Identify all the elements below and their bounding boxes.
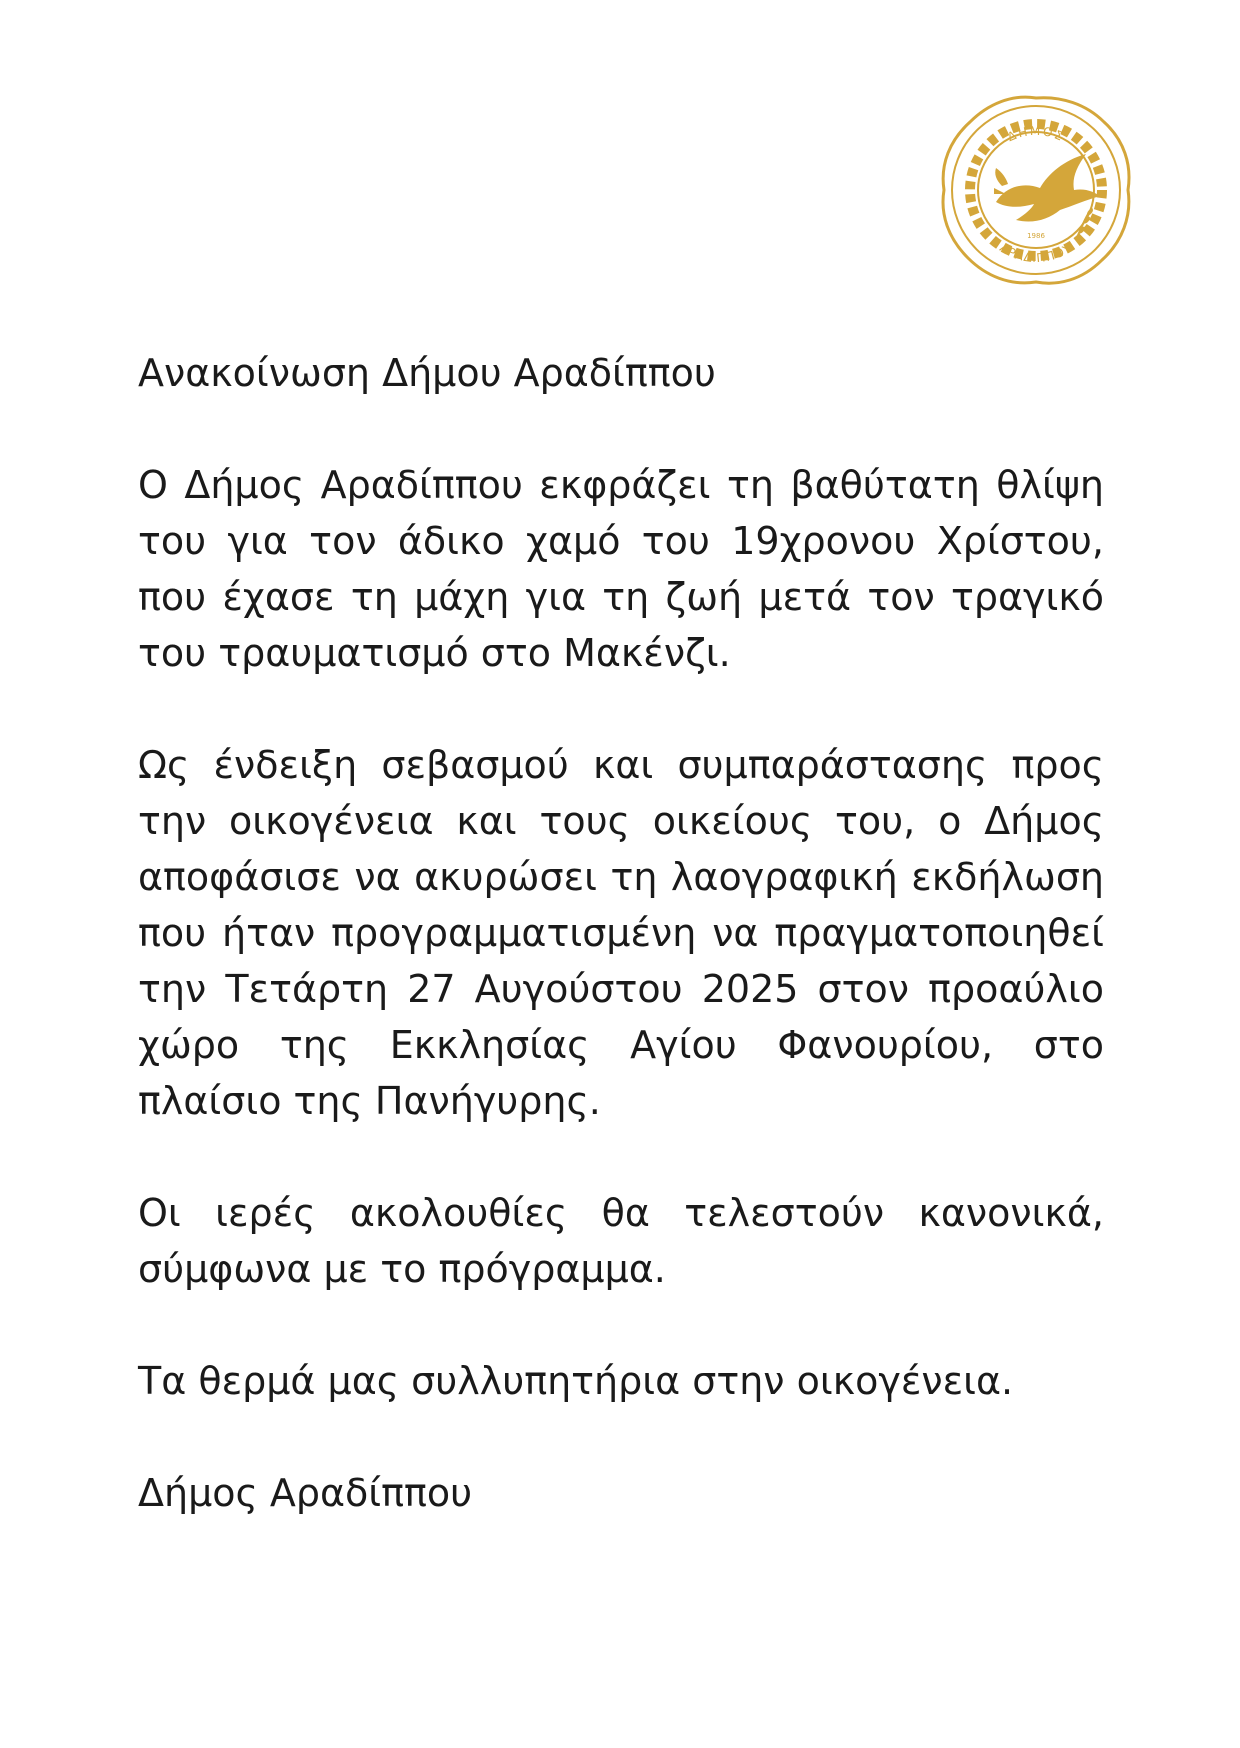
signature: Δήμος Αραδίππου (138, 1471, 473, 1515)
paragraph-services: Οι ιερές ακολουθίες θα τελεστούν κανονικά, σύμφωνα με το πρόγραμμα. (138, 1191, 1104, 1291)
svg-text:ΔΗΜΟΣ: ΔΗΜΟΣ (1005, 123, 1067, 145)
paragraph-cancellation: Ως ένδειξη σεβασμού και συμπαράστασης προς την οικογένεια και τους οικείους του, ο Δήμος αποφάσισε να ακυρώσει τη λαογραφική εκδήλωση που ήταν προγραμματισμένη να πραγματοποιηθεί την Τετάρτη 27 Αυγούστου 2025 στον προαύλιο χώρο της Εκκλησίας Αγίου Φανουρίου, στο πλαίσιο της Πανήγυρης. (138, 743, 1104, 1123)
svg-text:ΑΡΑΔΙΠΠΟΥ: ΑΡΑΔΙΠΠΟΥ (997, 240, 1075, 266)
municipality-seal (936, 90, 1136, 290)
municipality-seal-dove-icon (936, 90, 1136, 290)
announcement-body (138, 345, 1104, 1521)
paragraph-condolence: Ο Δήμος Αραδίππου εκφράζει τη βαθύτατη θλίψη του για τον άδικο χαμό του 19χρονου Χρίστου, που έχασε τη μάχη για τη ζωή μετά τον τραγικό του τραυματισμό στο Μακένζι. (138, 463, 1104, 675)
document-title: Ανακοίνωση Δήμου Αραδίππου (138, 351, 716, 395)
svg-text:1986: 1986 (1027, 232, 1045, 240)
closing-line: Τα θερμά μας συλλυπητήρια στην οικογένεια. (138, 1359, 1014, 1403)
